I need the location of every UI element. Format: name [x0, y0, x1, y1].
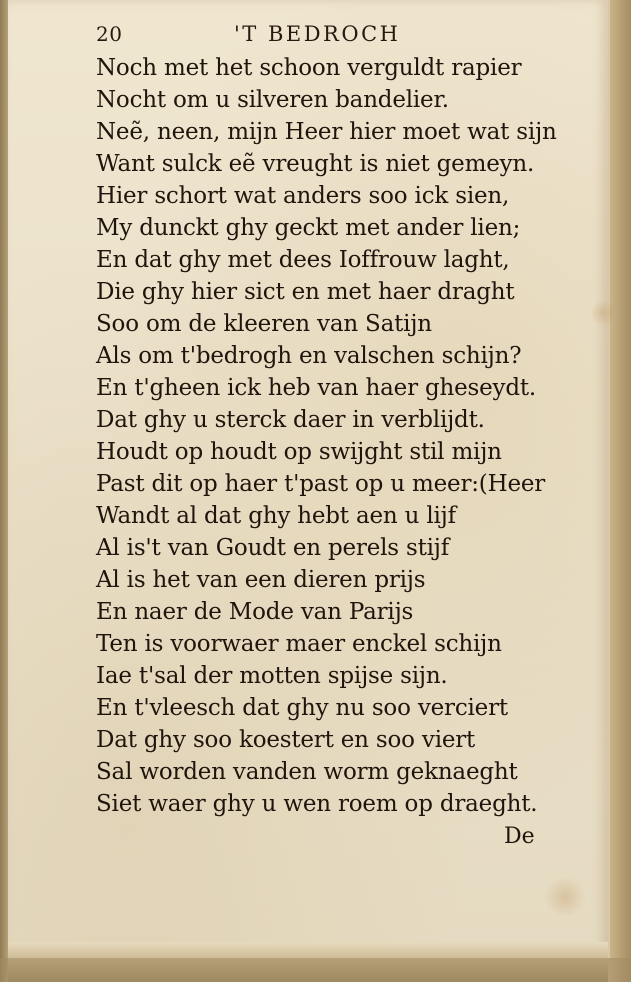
verse-line: Iae t'sal der motten spijse sijn. [96, 663, 448, 689]
verse-line: Soo om de kleeren van Satijn [96, 311, 432, 337]
verse-line: Want sulck eẽ vreught is niet gemeyn. [96, 151, 535, 177]
page-header [96, 22, 556, 50]
verse-line: En t'gheen ick heb van haer gheseydt. [96, 375, 537, 401]
verse-line: My dunckt ghy geckt met ander lien; [96, 215, 521, 241]
verse-line: Past dit op haer t'past op u meer:(Heer [96, 471, 546, 497]
verse-line: Die ghy hier sict en met haer draght [96, 279, 515, 305]
verse-line: Neẽ, neen, mijn Heer hier moet wat sijn [96, 119, 557, 145]
running-head: 'T BEDROCH [234, 22, 401, 46]
verse-line: Als om t'bedrogh en valschen schijn? [96, 343, 522, 369]
verse-line: Al is't van Goudt en perels stijf [96, 535, 450, 561]
foxing-stain [543, 877, 587, 917]
scan-bottom-border [0, 958, 631, 982]
verse-line: En t'vleesch dat ghy nu soo verciert [96, 695, 508, 721]
verse-line: En naer de Mode van Parijs [96, 599, 414, 625]
verse-line: Hier schort wat anders soo ick sien, [96, 183, 510, 209]
page-number: 20 [96, 22, 123, 46]
verse-line: Nocht om u silveren bandelier. [96, 87, 449, 113]
verse-line: Noch met het schoon verguldt rapier [96, 55, 522, 81]
foxing-stain [590, 300, 616, 326]
verse-line: Dat ghy soo koestert en soo viert [96, 727, 476, 753]
catchword: De [504, 824, 535, 849]
verse-line: Ten is voorwaer maer enckel schijn [96, 631, 502, 657]
verse-line: En dat ghy met dees Ioffrouw laght, [96, 247, 510, 273]
verse-line: Sal worden vanden worm geknaeght [96, 759, 518, 785]
verse-line: Al is het van een dieren prijs [96, 567, 426, 593]
verse-line: Houdt op houdt op swijght stil mijn [96, 439, 502, 465]
verse-line: Dat ghy u sterck daer in verblijdt. [96, 407, 485, 433]
verse-line: Siet waer ghy u wen roem op draeght. [96, 791, 538, 817]
verse-text-block [96, 52, 566, 820]
verse-line: Wandt al dat ghy hebt aen u lijf [96, 503, 456, 529]
